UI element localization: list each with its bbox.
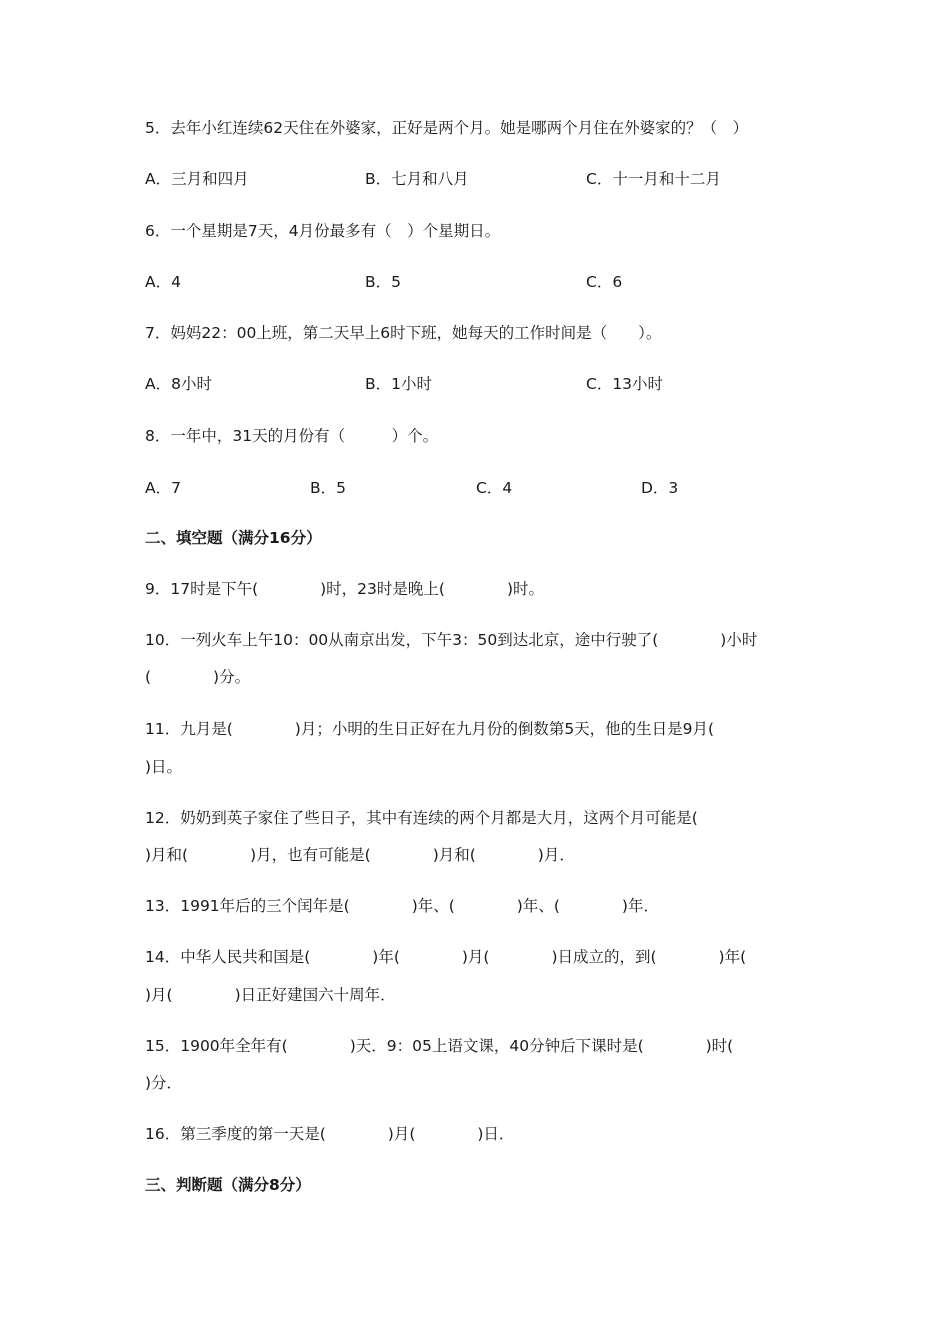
- q7-option-c: C．13小时: [586, 375, 664, 393]
- question-15-line-1: 15．1900年全年有( )天．9：05上语文课，40分钟后下课时是( )时(: [145, 1037, 734, 1055]
- q6-option-b: B．5: [365, 273, 401, 291]
- question-15-line-2: )分．: [145, 1074, 183, 1092]
- question-6-stem: 6．一个星期是7天，4月份最多有（ ）个星期日。: [145, 222, 501, 240]
- q8-option-a: A．7: [145, 479, 181, 497]
- q6-option-c: C．6: [586, 273, 623, 291]
- section-2-heading: 二、填空题（满分16分）: [145, 529, 322, 547]
- question-16: 16．第三季度的第一天是( )月( )日．: [145, 1125, 515, 1143]
- question-11-line-1: 11．九月是( )月；小明的生日正好在九月份的倒数第5天，他的生日是9月(: [145, 720, 715, 738]
- question-5-stem: 5．去年小红连续62天住在外婆家，正好是两个月。她是哪两个月住在外婆家的？（ ）: [145, 119, 749, 137]
- question-10-line-1: 10．一列火车上午10：00从南京出发，下午3：50到达北京，途中行驶了( )小时: [145, 631, 758, 649]
- q8-option-b: B．5: [310, 479, 346, 497]
- q8-option-d: D．3: [641, 479, 679, 497]
- question-14-line-2: )月( )日正好建国六十周年．: [145, 986, 396, 1004]
- question-12-line-2: )月和( )月，也有可能是( )月和( )月．: [145, 846, 575, 864]
- q5-option-b: B．七月和八月: [365, 170, 469, 188]
- question-7-stem: 7．妈妈22：00上班，第二天早上6时下班，她每天的工作时间是（ ）。: [145, 324, 662, 342]
- question-10-line-2: ( )分。: [145, 668, 251, 686]
- section-3-heading: 三、判断题（满分8分）: [145, 1176, 311, 1194]
- q5-option-a: A．三月和四月: [145, 170, 249, 188]
- q6-option-a: A．4: [145, 273, 181, 291]
- question-9: 9．17时是下午( )时，23时是晚上( )时。: [145, 580, 544, 598]
- question-8-stem: 8．一年中，31天的月份有（ ）个。: [145, 427, 439, 445]
- question-13: 13．1991年后的三个闰年是( )年、( )年、( )年．: [145, 897, 659, 915]
- question-12-line-1: 12．奶奶到英子家住了些日子，其中有连续的两个月都是大月，这两个月可能是(: [145, 809, 698, 827]
- q8-option-c: C．4: [476, 479, 513, 497]
- q5-option-c: C．十一月和十二月: [586, 170, 721, 188]
- question-11-line-2: )日。: [145, 758, 183, 776]
- q7-option-b: B．1小时: [365, 375, 432, 393]
- question-14-line-1: 14．中华人民共和国是( )年( )月( )日成立的，到( )年(: [145, 948, 747, 966]
- q7-option-a: A．8小时: [145, 375, 212, 393]
